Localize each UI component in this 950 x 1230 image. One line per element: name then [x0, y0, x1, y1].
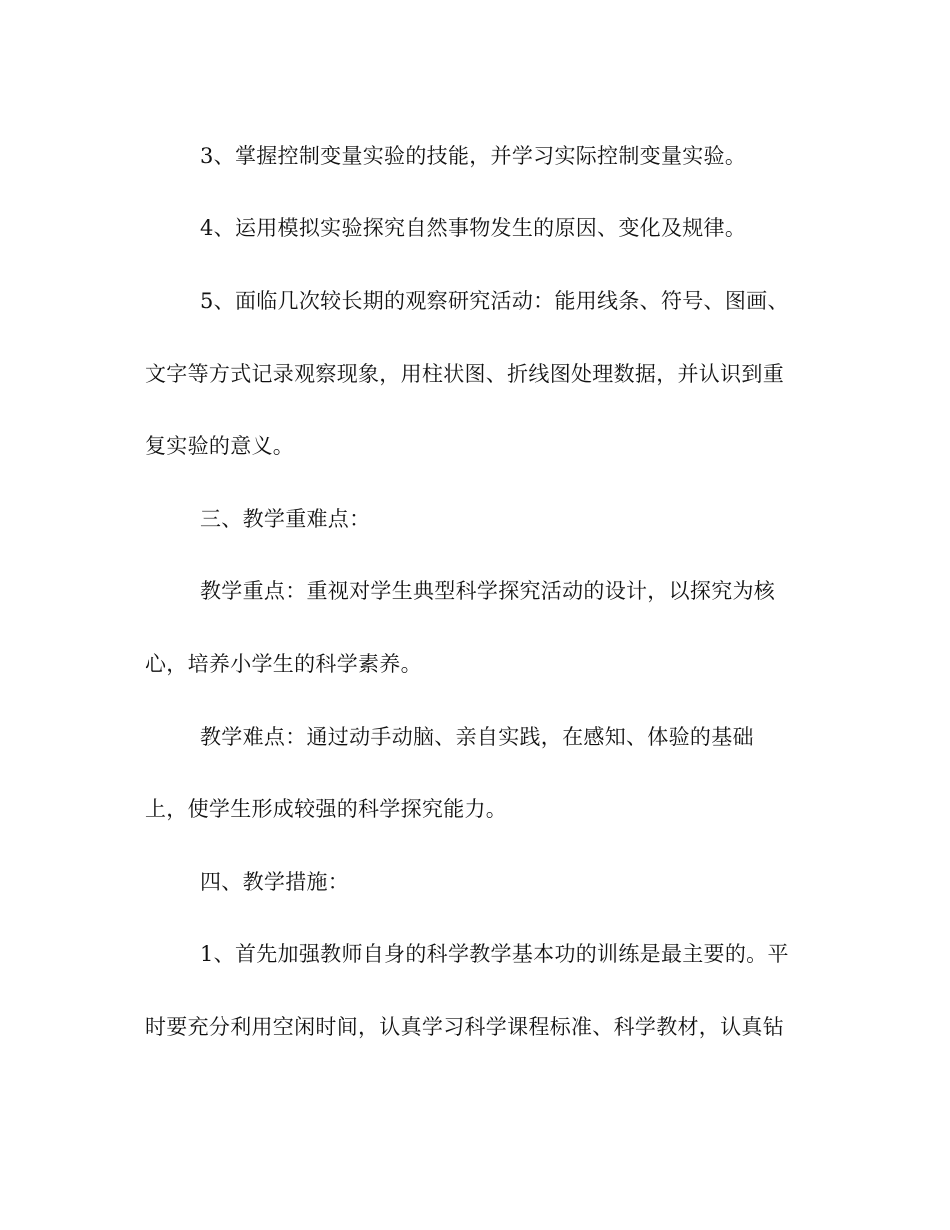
section-heading: 四、教学措施： — [200, 870, 350, 894]
paragraph-line: 3、掌握控制变量实验的技能，并学习实际控制变量实验。 — [200, 144, 747, 168]
paragraph-line: 教学难点：通过动手动脑、亲自实践，在感知、体验的基础 — [200, 725, 754, 749]
paragraph-line: 文字等方式记录观察现象，用柱状图、折线图处理数据，并认识到重 — [145, 362, 784, 386]
paragraph-line: 1、首先加强教师自身的科学教学基本功的训练是最主要的。平 — [200, 942, 789, 966]
paragraph-line: 5、面临几次较长期的观察研究活动：能用线条、符号、图画、 — [200, 289, 789, 313]
section-heading: 三、教学重难点： — [200, 507, 371, 531]
paragraph-line: 复实验的意义。 — [145, 434, 295, 458]
paragraph-line: 心，培养小学生的科学素养。 — [145, 652, 422, 676]
paragraph-line: 4、运用模拟实验探究自然事物发生的原因、变化及规律。 — [200, 216, 747, 240]
paragraph-line: 上，使学生形成较强的科学探究能力。 — [145, 797, 508, 821]
paragraph-line: 教学重点：重视对学生典型科学探究活动的设计，以探究为核 — [200, 579, 776, 603]
paragraph-line: 时要充分利用空闲时间，认真学习科学课程标准、科学教材，认真钻 — [145, 1015, 784, 1039]
